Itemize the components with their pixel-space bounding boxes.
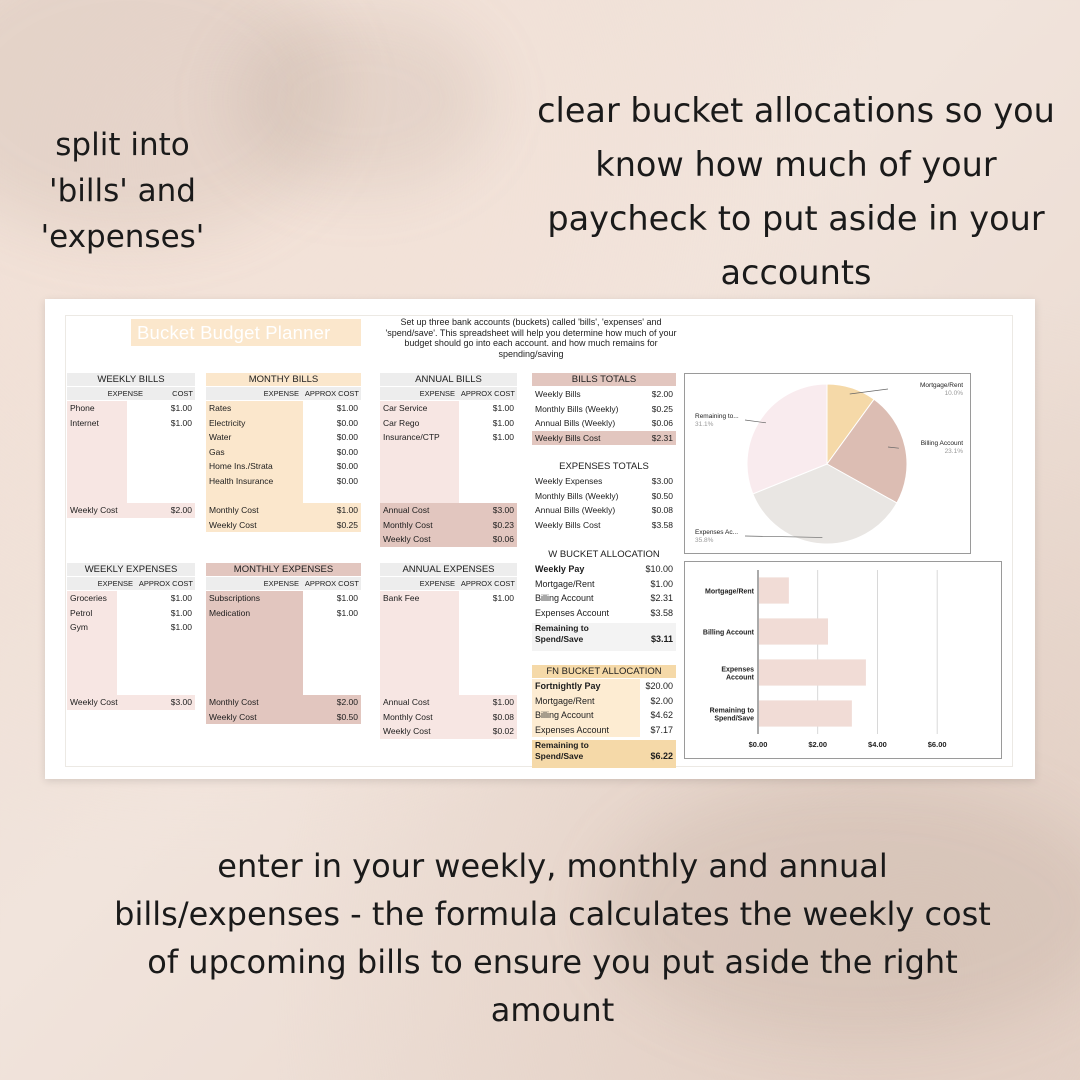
monthly_bills-row-name[interactable]: Rates bbox=[209, 403, 232, 413]
monthly_bills-row-amount[interactable]: $1.00 bbox=[336, 403, 358, 413]
weekly_expenses-col-expense: EXPENSE bbox=[67, 577, 137, 590]
bar-category-label: Expenses bbox=[721, 666, 754, 674]
monthly_expenses-row-name[interactable]: Subscriptions bbox=[209, 593, 261, 603]
weekly_bills-row-amount[interactable]: $1.00 bbox=[170, 403, 192, 413]
intro-text: Set up three bank accounts (buckets) called 'bills', 'expenses' and 'spend/save'. This spreadsheet will help you determine how much of your budget should go into each account. and how much remains for spending/saving bbox=[385, 317, 677, 359]
w_bucket-row-amount: $10.00 bbox=[645, 564, 673, 574]
pie-value-label: 35.8% bbox=[695, 537, 714, 544]
fn_bucket-title: FN BUCKET ALLOCATION bbox=[532, 665, 676, 678]
w_bucket-row-name: Weekly Pay bbox=[535, 564, 585, 574]
bar bbox=[759, 700, 852, 726]
monthly_bills-row-amount[interactable]: $0.00 bbox=[336, 432, 358, 443]
bills_totals-row-name: Annual Bills (Weekly) bbox=[535, 418, 616, 429]
weekly_bills-row-name[interactable]: Internet bbox=[70, 417, 99, 428]
annual_expenses-row-name[interactable]: Bank Fee bbox=[383, 593, 420, 603]
monthly_expenses-total-amount: $2.00 bbox=[336, 697, 358, 707]
pie-chart bbox=[684, 373, 971, 554]
bills_totals-row-amount: $2.31 bbox=[651, 432, 673, 443]
fn_bucket-row-name: Mortgage/Rent bbox=[535, 695, 595, 706]
annual_bills-row-amount[interactable]: $1.00 bbox=[492, 417, 514, 428]
annual_expenses-total-amount: $1.00 bbox=[492, 697, 514, 707]
bar bbox=[759, 618, 828, 644]
weekly_bills-total-name: Weekly Cost bbox=[70, 505, 118, 515]
expenses_totals-row-amount: $0.08 bbox=[651, 505, 673, 516]
expenses_totals-row-name: Weekly Expenses bbox=[535, 476, 603, 486]
weekly_expenses-row-amount[interactable]: $1.00 bbox=[170, 607, 192, 618]
pie-label: Mortgage/Rent bbox=[920, 382, 963, 389]
w_bucket-row-name: Mortgage/Rent bbox=[535, 578, 595, 589]
bar-category-label: Mortgage/Rent bbox=[705, 588, 754, 596]
caption-left: split into 'bills' and 'expenses' bbox=[40, 127, 205, 255]
w_bucket-row-amount: $2.31 bbox=[650, 593, 673, 604]
annual_bills-col-cost: APPROX COST bbox=[460, 389, 515, 398]
annual_expenses-title: ANNUAL EXPENSES bbox=[380, 563, 517, 576]
monthly_bills-col-cost: APPROX COST bbox=[304, 389, 359, 398]
expenses_totals-row-name: Monthly Bills (Weekly) bbox=[535, 490, 619, 501]
annual_expenses-col-cost: APPROX COST bbox=[460, 579, 515, 588]
annual_bills-total-amount: $3.00 bbox=[492, 505, 514, 515]
weekly_expenses-row-amount[interactable]: $1.00 bbox=[170, 622, 192, 633]
monthly_expenses-col-cost: APPROX COST bbox=[304, 579, 359, 588]
annual_expenses-col-expense: EXPENSE bbox=[380, 577, 459, 590]
monthly_bills-total-amount: $0.25 bbox=[336, 519, 358, 530]
bar-x-tick: $2.00 bbox=[808, 740, 828, 749]
annual_bills-row-amount[interactable]: $1.00 bbox=[492, 403, 514, 413]
monthly_expenses-row-amount[interactable]: $1.00 bbox=[336, 593, 358, 603]
w_bucket-row-amount: $1.00 bbox=[650, 578, 673, 589]
expenses_totals-title: EXPENSES TOTALS bbox=[532, 460, 676, 473]
pie-value-label: 10.0% bbox=[944, 390, 963, 397]
annual_expenses-total-name: Weekly Cost bbox=[383, 726, 431, 737]
fn_bucket-row-name: Billing Account bbox=[535, 710, 594, 721]
pie-label: Billing Account bbox=[920, 440, 963, 447]
bills_totals-row-amount: $0.06 bbox=[651, 418, 673, 429]
weekly_expenses-total-name: Weekly Cost bbox=[70, 697, 118, 707]
monthly_bills-title: MONTHY BILLS bbox=[206, 373, 361, 386]
pie-value-label: 23.1% bbox=[944, 448, 963, 455]
weekly_expenses-title: WEEKLY EXPENSES bbox=[67, 563, 195, 576]
bills_totals-row-name: Weekly Bills bbox=[535, 389, 581, 399]
fn_bucket-row-amount: $4.62 bbox=[650, 710, 673, 721]
expenses_totals-row-name: Weekly Bills Cost bbox=[535, 519, 601, 530]
expenses_totals-row-amount: $0.50 bbox=[651, 490, 673, 501]
annual_bills-row-amount[interactable]: $1.00 bbox=[492, 432, 514, 443]
weekly_expenses-row-name[interactable]: Groceries bbox=[70, 593, 107, 603]
monthly_bills-row-name[interactable]: Home Ins./Strata bbox=[209, 461, 273, 472]
monthly_bills-row-name[interactable]: Electricity bbox=[209, 417, 246, 428]
monthly_bills-row-name[interactable]: Water bbox=[209, 432, 232, 443]
annual_bills-total-name: Weekly Cost bbox=[383, 534, 431, 545]
monthly_bills-row-amount[interactable]: $0.00 bbox=[336, 461, 358, 472]
bar bbox=[759, 577, 789, 603]
w_bucket-remaining-label: Remaining to bbox=[535, 623, 589, 634]
weekly_bills-total-amount: $2.00 bbox=[170, 505, 192, 515]
background-shadow bbox=[230, 10, 490, 190]
monthly_expenses-row-amount[interactable]: $1.00 bbox=[336, 607, 358, 618]
bar-x-tick: $6.00 bbox=[927, 740, 947, 749]
annual_bills-col-expense: EXPENSE bbox=[380, 387, 459, 400]
weekly_bills-row-name[interactable]: Phone bbox=[70, 403, 95, 413]
monthly_bills-total-name: Weekly Cost bbox=[209, 519, 257, 530]
annual_bills-total-amount: $0.06 bbox=[492, 534, 514, 545]
caption-right: clear bucket allocations so you know how much of your paycheck to put aside in your accounts bbox=[537, 91, 1055, 292]
bar-category-label: Billing Account bbox=[702, 629, 754, 637]
annual_bills-title: ANNUAL BILLS bbox=[380, 373, 517, 386]
annual_bills-row-name[interactable]: Car Service bbox=[383, 403, 428, 413]
bills_totals-row-name: Monthly Bills (Weekly) bbox=[535, 403, 619, 414]
expenses_totals-row-amount: $3.00 bbox=[651, 476, 673, 486]
monthly_expenses-title: MONTHLY EXPENSES bbox=[206, 563, 361, 576]
bills_totals-title: BILLS TOTALS bbox=[532, 373, 676, 386]
annual_bills-total-name: Monthly Cost bbox=[383, 519, 433, 530]
spreadsheet bbox=[45, 299, 1035, 779]
pie-value-label: 31.1% bbox=[695, 421, 714, 428]
monthly_bills-row-amount[interactable]: $0.00 bbox=[336, 417, 358, 428]
annual_expenses-row-amount[interactable]: $1.00 bbox=[492, 593, 514, 603]
monthly_bills-row-name[interactable]: Health Insurance bbox=[209, 476, 274, 486]
w_bucket-row-name: Billing Account bbox=[535, 593, 594, 604]
fn_bucket-remaining-label: Remaining to bbox=[535, 740, 589, 751]
bills_totals-row-name: Weekly Bills Cost bbox=[535, 432, 601, 443]
expenses_totals-row-amount: $3.58 bbox=[651, 519, 673, 530]
monthly_expenses-col-expense: EXPENSE bbox=[206, 577, 303, 590]
annual_expenses-input-area bbox=[380, 591, 459, 699]
weekly_expenses-col-cost: APPROX COST bbox=[138, 579, 193, 588]
weekly_bills-col-expense: EXPENSE bbox=[67, 387, 147, 400]
weekly_bills-row-amount[interactable]: $1.00 bbox=[170, 417, 192, 428]
annual_bills-row-name[interactable]: Insurance/CTP bbox=[383, 432, 440, 443]
w_bucket-row-amount: $3.58 bbox=[650, 607, 673, 618]
weekly_expenses-row-name[interactable]: Gym bbox=[70, 622, 88, 633]
weekly_expenses-row-amount[interactable]: $1.00 bbox=[170, 593, 192, 603]
monthly_bills-col-expense: EXPENSE bbox=[206, 387, 303, 400]
pie-label: Remaining to... bbox=[695, 413, 739, 420]
bills_totals-row-amount: $2.00 bbox=[651, 389, 673, 399]
fn_bucket-row-amount: $7.17 bbox=[650, 724, 673, 735]
w_bucket-remaining-amount: $3.11 bbox=[650, 634, 673, 645]
weekly_expenses-row-name[interactable]: Petrol bbox=[70, 607, 93, 618]
bar-chart bbox=[684, 561, 1002, 759]
annual_expenses-total-amount: $0.08 bbox=[492, 711, 514, 722]
bar bbox=[759, 659, 866, 685]
bar-category-label: Spend/Save bbox=[714, 715, 754, 723]
fn_bucket-remaining-label: Spend/Save bbox=[535, 751, 584, 762]
annual_expenses-total-amount: $0.02 bbox=[492, 726, 514, 737]
planner-title: Bucket Budget Planner bbox=[131, 319, 361, 346]
weekly_bills-col-cost: COST bbox=[147, 387, 195, 400]
w_bucket-title: W BUCKET ALLOCATION bbox=[532, 548, 676, 561]
bar-category-label: Remaining to bbox=[709, 707, 754, 715]
monthly_expenses-total-name: Monthly Cost bbox=[209, 697, 259, 707]
monthly_bills-total-amount: $1.00 bbox=[336, 505, 358, 515]
expenses_totals-row-name: Annual Bills (Weekly) bbox=[535, 505, 616, 516]
bar-chart-svg bbox=[685, 562, 1003, 760]
w_bucket-row-name: Expenses Account bbox=[535, 607, 610, 618]
pie-chart-svg bbox=[685, 374, 972, 555]
fn_bucket-row-amount: $20.00 bbox=[645, 681, 673, 691]
w_bucket-remaining-label: Spend/Save bbox=[535, 634, 584, 645]
annual_expenses-total-name: Annual Cost bbox=[383, 697, 430, 707]
fn_bucket-remaining-amount: $6.22 bbox=[650, 751, 673, 762]
annual_bills-total-amount: $0.23 bbox=[492, 519, 514, 530]
bills_totals-row-amount: $0.25 bbox=[651, 403, 673, 414]
weekly_expenses-total-amount: $3.00 bbox=[170, 697, 192, 707]
monthly_expenses-total-amount: $0.50 bbox=[336, 711, 358, 722]
fn_bucket-row-name: Expenses Account bbox=[535, 724, 610, 735]
monthly_expenses-total-name: Weekly Cost bbox=[209, 711, 257, 722]
monthly_bills-row-amount[interactable]: $0.00 bbox=[336, 476, 358, 486]
monthly_expenses-row-name[interactable]: Medication bbox=[209, 607, 251, 618]
bar-x-tick: $4.00 bbox=[868, 740, 887, 749]
annual_expenses-total-name: Monthly Cost bbox=[383, 711, 433, 722]
fn_bucket-row-amount: $2.00 bbox=[650, 695, 673, 706]
monthly_bills-total-name: Monthly Cost bbox=[209, 505, 259, 515]
weekly_bills-title: WEEKLY BILLS bbox=[67, 373, 195, 386]
caption-bottom: enter in your weekly, monthly and annual bills/expenses - the formula calculates the weekly cost of upcoming bills to ensure you put aside the right amount bbox=[114, 847, 991, 1029]
bar-category-label: Account bbox=[726, 674, 754, 682]
bar-x-tick: $0.00 bbox=[748, 740, 768, 749]
annual_bills-row-name[interactable]: Car Rego bbox=[383, 417, 420, 428]
monthly_bills-row-name[interactable]: Gas bbox=[209, 446, 225, 457]
pie-label: Expenses Ac... bbox=[695, 529, 738, 536]
monthly_bills-row-amount[interactable]: $0.00 bbox=[336, 446, 358, 457]
annual_bills-total-name: Annual Cost bbox=[383, 505, 430, 515]
fn_bucket-row-name: Fortnightly Pay bbox=[535, 681, 601, 691]
